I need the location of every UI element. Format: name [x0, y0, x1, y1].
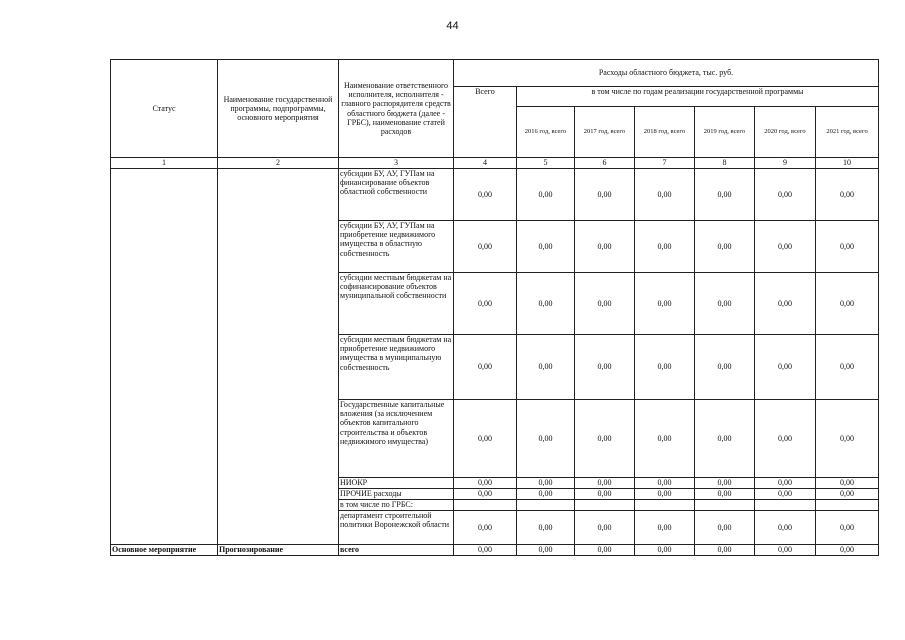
- value-cell: 0,00: [816, 335, 879, 400]
- value-cell: 0,00: [517, 273, 575, 335]
- value-cell: [816, 500, 879, 511]
- value-cell: 0,00: [695, 545, 755, 556]
- value-cell: 0,00: [695, 169, 755, 221]
- value-cell: 0,00: [517, 478, 575, 489]
- header-by-years: в том числе по годам реализации государственной программы: [517, 87, 879, 107]
- column-index: 10: [816, 158, 879, 169]
- value-cell: 0,00: [635, 169, 695, 221]
- value-cell: 0,00: [454, 545, 517, 556]
- value-cell: 0,00: [755, 400, 816, 478]
- header-executor: Наименование ответственного исполнителя, исполнителя - главного распорядителя средств областного бюджета (далее - ГРБС), наименование статей расходов: [339, 60, 454, 158]
- value-cell: 0,00: [517, 221, 575, 273]
- value-cell: 0,00: [635, 335, 695, 400]
- expense-item-name: субсидии БУ, АУ, ГУПам на финансирование объектов областной собственности: [339, 169, 454, 221]
- value-cell: [454, 500, 517, 511]
- value-cell: 0,00: [755, 489, 816, 500]
- last-row-name: всего: [339, 545, 454, 556]
- header-year-2016: 2016 год, всего: [517, 107, 575, 158]
- value-cell: 0,00: [635, 489, 695, 500]
- value-cell: 0,00: [695, 335, 755, 400]
- value-cell: 0,00: [635, 478, 695, 489]
- status-cell-empty: [111, 169, 218, 545]
- value-cell: 0,00: [575, 489, 635, 500]
- value-cell: 0,00: [816, 489, 879, 500]
- value-cell: 0,00: [517, 511, 575, 545]
- expense-item-name: субсидии местным бюджетам на приобретение недвижимого имущества в муниципальную собственность: [339, 335, 454, 400]
- value-cell: 0,00: [575, 400, 635, 478]
- value-cell: 0,00: [517, 489, 575, 500]
- value-cell: [575, 500, 635, 511]
- header-status: Статус: [111, 60, 218, 158]
- value-cell: 0,00: [755, 335, 816, 400]
- value-cell: 0,00: [695, 273, 755, 335]
- last-row-status: Основное мероприятие: [111, 545, 218, 556]
- expense-item-name: Государственные капитальные вложения (за исключением объектов капитального строительства и объектов недвижимого имущества): [339, 400, 454, 478]
- value-cell: 0,00: [755, 478, 816, 489]
- value-cell: [635, 500, 695, 511]
- expense-item-name: субсидии БУ, АУ, ГУПам на приобретение недвижимого имущества в областную собственность: [339, 221, 454, 273]
- value-cell: 0,00: [755, 545, 816, 556]
- expense-item-name: департамент строительной политики Воронежской области: [339, 511, 454, 545]
- value-cell: 0,00: [816, 273, 879, 335]
- column-index: 3: [339, 158, 454, 169]
- header-year-2020: 2020 год, всего: [755, 107, 816, 158]
- value-cell: 0,00: [517, 545, 575, 556]
- value-cell: 0,00: [454, 335, 517, 400]
- value-cell: 0,00: [517, 335, 575, 400]
- value-cell: 0,00: [454, 169, 517, 221]
- value-cell: [755, 500, 816, 511]
- column-index: 8: [695, 158, 755, 169]
- value-cell: 0,00: [816, 511, 879, 545]
- value-cell: 0,00: [755, 221, 816, 273]
- value-cell: 0,00: [695, 221, 755, 273]
- value-cell: 0,00: [575, 169, 635, 221]
- value-cell: 0,00: [755, 511, 816, 545]
- expense-item-name: ПРОЧИЕ расходы: [339, 489, 454, 500]
- column-index-row: [111, 158, 879, 169]
- value-cell: 0,00: [635, 273, 695, 335]
- value-cell: 0,00: [454, 478, 517, 489]
- header-expenses: Расходы областного бюджета, тыс. руб.: [454, 60, 879, 87]
- value-cell: 0,00: [695, 478, 755, 489]
- expense-item-name: субсидии местным бюджетам на софинансирование объектов муниципальной собственности: [339, 273, 454, 335]
- value-cell: 0,00: [454, 489, 517, 500]
- header-program: Наименование государственной программы, подпрограммы, основного мероприятия: [218, 60, 339, 158]
- value-cell: 0,00: [816, 400, 879, 478]
- expense-item-name: НИОКР: [339, 478, 454, 489]
- value-cell: 0,00: [755, 169, 816, 221]
- value-cell: 0,00: [816, 169, 879, 221]
- header-year-2019: 2019 год, всего: [695, 107, 755, 158]
- value-cell: 0,00: [517, 400, 575, 478]
- value-cell: [695, 500, 755, 511]
- value-cell: 0,00: [635, 221, 695, 273]
- budget-table: [110, 59, 879, 556]
- value-cell: 0,00: [575, 545, 635, 556]
- value-cell: 0,00: [454, 511, 517, 545]
- value-cell: 0,00: [635, 545, 695, 556]
- value-cell: 0,00: [635, 400, 695, 478]
- column-index: 2: [218, 158, 339, 169]
- value-cell: 0,00: [454, 400, 517, 478]
- value-cell: 0,00: [816, 545, 879, 556]
- expense-item-name: в том числе по ГРБС:: [339, 500, 454, 511]
- value-cell: 0,00: [816, 221, 879, 273]
- last-row-program: Прогнозирование: [218, 545, 339, 556]
- value-cell: 0,00: [816, 478, 879, 489]
- value-cell: 0,00: [755, 273, 816, 335]
- value-cell: 0,00: [635, 511, 695, 545]
- table-row: [111, 169, 879, 221]
- value-cell: 0,00: [695, 489, 755, 500]
- program-cell-empty: [218, 169, 339, 545]
- value-cell: 0,00: [575, 478, 635, 489]
- header-year-2021: 2021 год, всего: [816, 107, 879, 158]
- page-number: 44: [446, 20, 459, 32]
- value-cell: 0,00: [695, 511, 755, 545]
- column-index: 4: [454, 158, 517, 169]
- value-cell: 0,00: [575, 221, 635, 273]
- table-row-main-event: [111, 545, 879, 556]
- header-total: Всего: [454, 87, 517, 158]
- value-cell: 0,00: [575, 335, 635, 400]
- column-index: 7: [635, 158, 695, 169]
- header-year-2018: 2018 год, всего: [635, 107, 695, 158]
- header-year-2017: 2017 год, всего: [575, 107, 635, 158]
- value-cell: 0,00: [454, 221, 517, 273]
- value-cell: 0,00: [695, 400, 755, 478]
- value-cell: [517, 500, 575, 511]
- value-cell: 0,00: [575, 511, 635, 545]
- value-cell: 0,00: [575, 273, 635, 335]
- value-cell: 0,00: [454, 273, 517, 335]
- column-index: 5: [517, 158, 575, 169]
- column-index: 1: [111, 158, 218, 169]
- column-index: 6: [575, 158, 635, 169]
- column-index: 9: [755, 158, 816, 169]
- value-cell: 0,00: [517, 169, 575, 221]
